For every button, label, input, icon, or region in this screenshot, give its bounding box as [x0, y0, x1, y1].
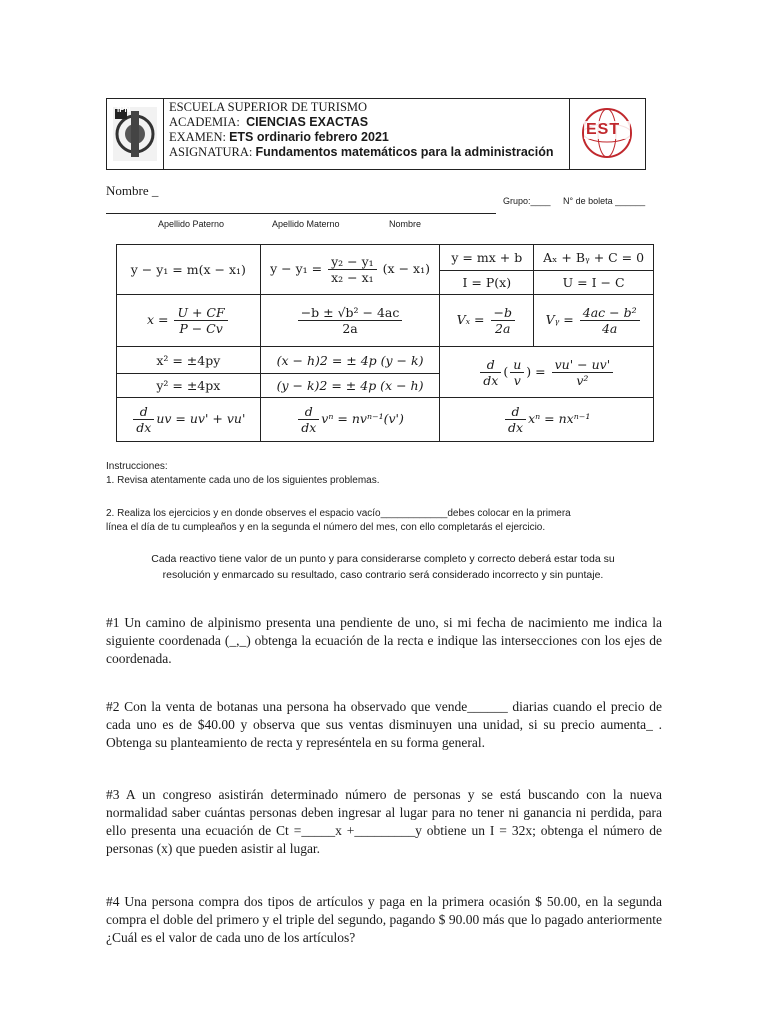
- instruction-2b: línea el día de tu cumpleaños y en la segunda el número del mes, con ello completarás el ejercicio.: [106, 522, 546, 533]
- slope-num: y₂ − y₁: [328, 254, 377, 270]
- exam-header: [106, 98, 646, 170]
- vertex-y-formula: [534, 295, 654, 347]
- school-name: ESCUELA SUPERIOR DE TURISMO: [169, 100, 368, 114]
- chain-dx: dx: [301, 419, 317, 435]
- vertex-y-fraction: [580, 305, 640, 336]
- vertex-x-den: 2a: [495, 321, 511, 337]
- product-d: d: [133, 404, 154, 420]
- product-dx: dx: [136, 419, 152, 435]
- exam-line: [169, 130, 553, 145]
- vertex-x-num: −b: [491, 305, 515, 321]
- quotient-result: [552, 357, 614, 388]
- quotient-dx: dx: [483, 372, 499, 388]
- parabola-horizontal-formula: y² = ±4px: [117, 373, 261, 397]
- parabola-vertical-formula: x² = ±4py: [117, 347, 261, 373]
- income-formula: I = P(x): [440, 271, 534, 295]
- exam-value: ETS ordinario febrero 2021: [229, 130, 389, 144]
- power-dx: dx: [508, 419, 524, 435]
- instruction-2a: 2. Realiza los ejercicios y en donde observes el espacio vacío____________debes colocar en la primera: [106, 508, 571, 519]
- slope-fraction: [328, 254, 377, 285]
- group-label: Grupo:____: [503, 196, 551, 206]
- name-label: Nombre _: [106, 183, 159, 198]
- quadratic-num: −b ± √b² − 4ac: [298, 305, 403, 321]
- problem-2: #2 Con la venta de botanas una persona ha observado que vende______ diarias cuando el precio de cada uno es de $40.00 y observa que sus ventas disminuyen una unidad, si su precio aumenta_ . Obtenga su planteamiento de recta y represéntela en su forma general.: [106, 699, 662, 750]
- general-form-formula: Aₓ + Bᵧ + C = 0: [534, 245, 654, 271]
- profit-formula: U = I − C: [534, 271, 654, 295]
- quotient-den: v²: [576, 372, 589, 388]
- boleta-label: N° de boleta ______: [563, 196, 646, 206]
- academy-label: ACADEMIA:: [169, 115, 240, 129]
- power-derivative-op: [505, 404, 526, 435]
- grading-note-2: resolución y enmarcado su resultado, caso contrario será considerado incorrecto y sin puntaje.: [162, 569, 604, 581]
- vertex-y-left: Vᵧ =: [545, 312, 574, 328]
- vertex-x-formula: [440, 295, 534, 347]
- surname-mother-label: Apellido Materno: [272, 219, 340, 229]
- two-point-formula: [260, 245, 440, 295]
- ipn-logo: [107, 99, 164, 169]
- header-text: [169, 100, 553, 160]
- power-d: d: [505, 404, 526, 420]
- chain-power-formula: [260, 397, 440, 441]
- vertex-y-num: 4ac − b²: [580, 305, 640, 321]
- instruction-1: 1. Revisa atentamente cada uno de los siguientes problemas.: [106, 475, 380, 486]
- quotient-derivative-op: [480, 357, 501, 388]
- first-name-label: Nombre: [389, 219, 422, 229]
- quadratic-formula: [260, 295, 440, 347]
- power-right: xⁿ = nxⁿ⁻¹: [528, 410, 591, 426]
- quotient-num: vu' − uv': [552, 357, 614, 373]
- two-point-left: y − y₁ =: [270, 261, 323, 277]
- quadratic-den: 2a: [342, 321, 358, 337]
- power-rule-formula: [440, 397, 654, 441]
- quotient-u: u: [510, 357, 524, 373]
- chain-d: d: [298, 404, 319, 420]
- formula-table: [116, 244, 654, 442]
- chain-right: vⁿ = nvⁿ⁻¹(v'): [321, 410, 404, 426]
- chain-derivative-op: [298, 404, 319, 435]
- academy-line: [169, 115, 553, 130]
- parabola-horizontal-shifted-formula: (y − k)2 = ± 4p (x − h): [260, 373, 440, 397]
- quotient-uv: [510, 357, 524, 388]
- subject-value: Fundamentos matemáticos para la administración: [255, 145, 554, 159]
- product-right: uv = uv' + vu': [156, 410, 246, 426]
- quadratic-fraction: [298, 305, 403, 336]
- equilibrium-fraction: [174, 305, 227, 336]
- est-logo-text: EST: [586, 121, 621, 138]
- product-derivative-op: [133, 404, 154, 435]
- equilibrium-formula: [117, 295, 261, 347]
- quotient-rule-formula: $\frac{d}{dx}$ ( $\frac{u}{v}$ ) = $\frac{vu' - uv'}{\text{v²}}$: [440, 347, 654, 397]
- academy-value: CIENCIAS EXACTAS: [246, 115, 369, 129]
- equilibrium-num: U + CF: [174, 305, 227, 321]
- vertex-x-fraction: [491, 305, 515, 336]
- subject-label: ASIGNATURA:: [169, 145, 253, 159]
- est-logo: [569, 99, 645, 169]
- instructions-title: Instrucciones:: [106, 461, 168, 472]
- product-rule-formula: [117, 397, 261, 441]
- problem-3: #3 A un congreso asistirán determinado número de personas y se está buscando con la nueva normalidad saber cuántas personas deben ingresar al lugar para no tener ni ganancia ni perdida, para ello presenta una ecuación de Ct =_____x +_________y obtiene un I = 32x; obtenga el número de personas (x) que pueden asistir al lugar.: [106, 787, 662, 856]
- quotient-v: v: [513, 372, 521, 388]
- problem-4: #4 Una persona compra dos tipos de artículos y paga en la primera ocasión $ 50.00, en la segunda compra el doble del primero y el triple del segundo, pagando $ 90.00 más que lo pagado anteriormente ¿Cuál es el valor de cada uno de los artículos?: [106, 894, 662, 945]
- ipn-logo-text: IPN: [117, 105, 131, 114]
- grading-note-1: Cada reactivo tiene valor de un punto y para considerarse completo y correcto deberá estar toda su: [151, 553, 615, 565]
- slope-den: x₂ − x₁: [331, 270, 374, 286]
- surname-father-label: Apellido Paterno: [158, 219, 225, 229]
- vertex-x-left: Vₓ =: [456, 312, 485, 328]
- parabola-vertical-shifted-formula: (x − h)2 = ± 4p (y − k): [260, 347, 440, 373]
- point-slope-formula: y − y₁ = m(x − x₁): [117, 245, 261, 295]
- problem-1: #1 Un camino de alpinismo presenta una pendiente de uno, si mi fecha de nacimiento me indica la siguiente coordenada (_,_) obtenga la ecuación de la recta e indique las intersecciones con los ejes de coordenada.: [106, 615, 662, 666]
- equilibrium-den: P − Cv: [179, 321, 223, 337]
- exam-label: EXAMEN:: [169, 130, 226, 144]
- vertex-y-den: 4a: [601, 321, 618, 337]
- quotient-d: d: [480, 357, 501, 373]
- subject-line: [169, 145, 553, 160]
- slope-intercept-formula: y = mx + b: [440, 245, 534, 271]
- two-point-right: (x − x₁): [382, 261, 430, 277]
- name-underline: [106, 213, 496, 214]
- equilibrium-left: x =: [146, 312, 169, 328]
